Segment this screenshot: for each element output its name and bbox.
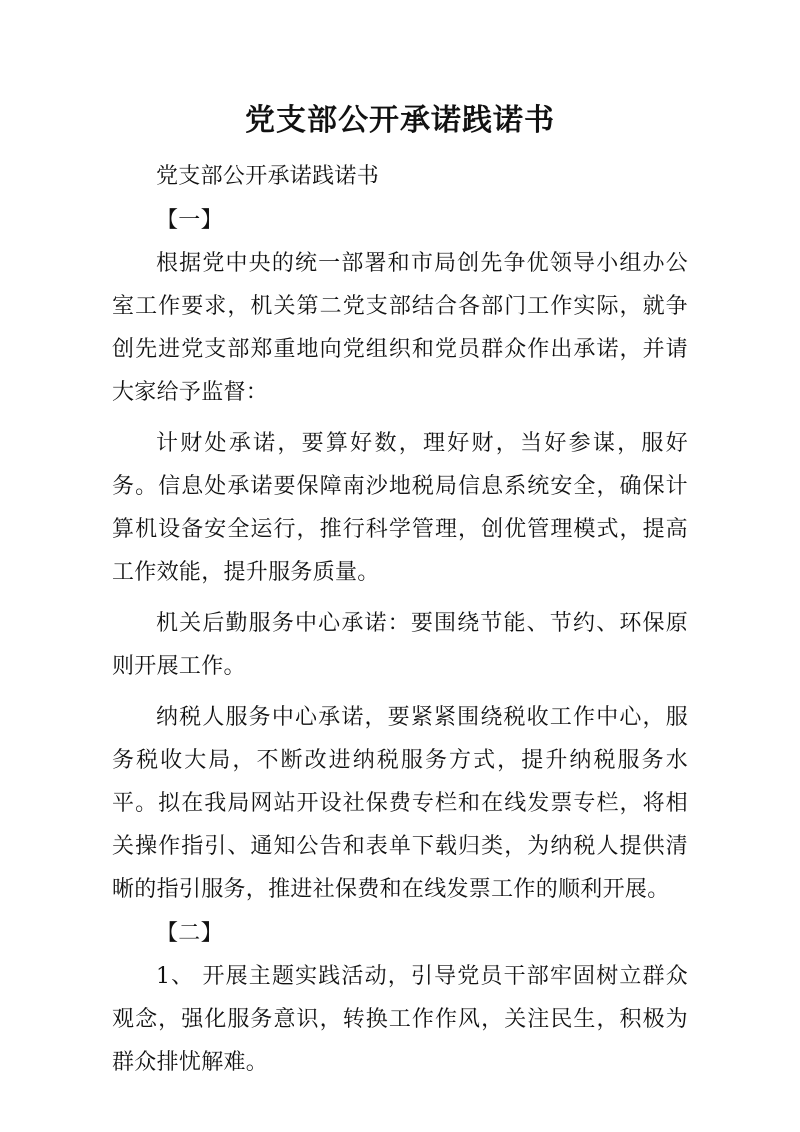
paragraph-1: 根据党中央的统一部署和市局创先争优领导小组办公室工作要求，机关第二党支部结合各部门工作实际，就争创先进党支部郑重地向党组织和党员群众作出承诺，并请大家给予监督： [112,251,688,405]
document-title: 党支部公开承诺践诺书 [245,103,555,138]
paragraph-5: 1、 开展主题实践活动，引导党员干部牢固树立群众观念，强化服务意识，转换工作作风，关注民生，积极为群众排忧解难。 [112,964,688,1075]
section-heading-2: 【二】 [156,921,223,946]
document-page [112,95,688,1084]
paragraph-4: 纳税人服务中心承诺，要紧紧围绕税收工作中心，服务税收大局，不断改进纳税服务方式，提升纳税服务水平。拟在我局网站开设社保费专栏和在线发票专栏，将相关操作指引、通知公告和表单下载归类，为纳税人提供清晰的指引服务，推进社保费和在线发票工作的顺利开展。 [112,705,688,902]
paragraph-3: 机关后勤服务中心承诺：要围绕节能、节约、环保原则开展工作。 [112,611,688,679]
paragraph-2: 计财处承诺，要算好数，理好财，当好参谋，服好务。信息处承诺要保障南沙地税局信息系统安全，确保计算机设备安全运行，推行科学管理，创优管理模式，提高工作效能，提升服务质量。 [112,431,688,585]
section-heading-1: 【一】 [156,208,223,233]
document-subtitle: 党支部公开承诺践诺书 [156,164,380,189]
